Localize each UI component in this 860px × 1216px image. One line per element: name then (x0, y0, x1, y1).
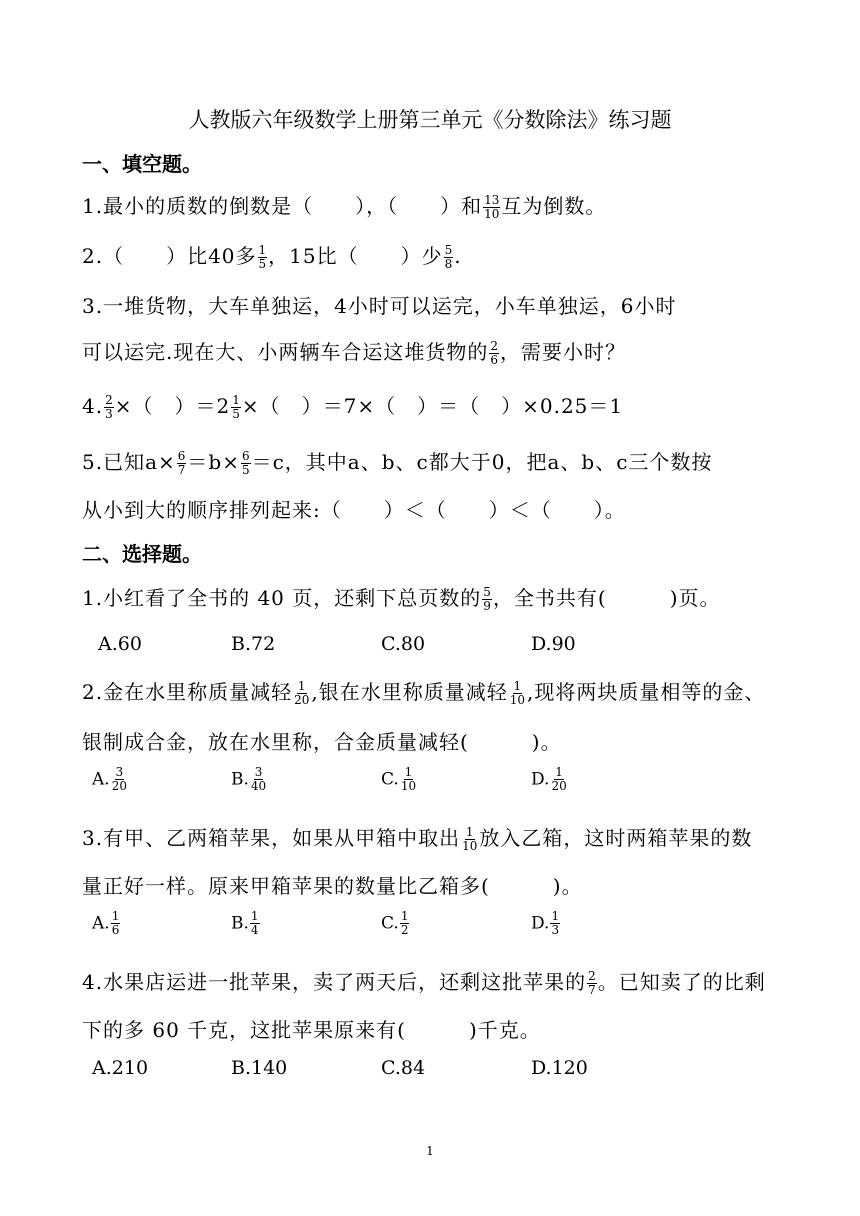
option-c[interactable]: C. $\frac{1}{2}$ (381, 909, 409, 937)
fill-question-4: 4. $\frac{2}{3}$ ×（ ）＝2 $\frac{1}{5}$ ×（ ）＝7×（ ）＝（ ）×0.25＝1 (82, 393, 624, 421)
section-fill-in-heading: 一、填空题。 (82, 152, 202, 176)
option-a[interactable]: A.60 (98, 633, 142, 655)
option-d[interactable]: D. $\frac{1}{3}$ (531, 909, 560, 937)
fraction: $\frac{2}{6}$ (490, 339, 498, 367)
option-c[interactable]: C.80 (381, 633, 426, 655)
page-number: 1 (426, 1144, 434, 1158)
option-c[interactable]: C. $\frac{1}{10}$ (381, 765, 417, 793)
fraction: $\frac{1}{10}$ (462, 825, 478, 853)
fill-question-1: 1.最小的质数的倒数是（ ），（ ）和 $\frac{13}{10}$ 互为倒数。 (82, 193, 607, 221)
fraction: $\frac{2}{3}$ (105, 393, 113, 421)
option-b[interactable]: B. $\frac{3}{40}$ (231, 765, 267, 793)
choice-question-2-line-1: 2.金在水里称质量减轻 $\frac{1}{20}$ ,银在水里称质量减轻 $\frac{1}{10}$ ,现将两块质量相等的金、 (82, 679, 766, 707)
choice-question-3-line-1: 3.有甲、乙两箱苹果，如果从甲箱中取出 $\frac{1}{10}$ 放入乙箱，这时两箱苹果的数 (82, 825, 753, 853)
option-b[interactable]: B. $\frac{1}{4}$ (231, 909, 259, 937)
option-d[interactable]: D. $\frac{1}{20}$ (531, 765, 567, 793)
fraction: $\frac{1}{5}$ (232, 393, 240, 421)
choice-question-3-line-2: 量正好一样。原来甲箱苹果的数量比乙箱多( )。 (82, 874, 583, 898)
fraction: $\frac{6}{5}$ (241, 449, 250, 477)
document-title: 人教版六年级数学上册第三单元《分数除法》练习题 (188, 108, 672, 132)
fraction: $\frac{1}{10}$ (509, 679, 526, 707)
section-choice-heading: 二、选择题。 (82, 542, 202, 566)
option-a[interactable]: A.210 (92, 1057, 149, 1079)
option-b[interactable]: B.140 (231, 1057, 288, 1079)
option-b[interactable]: B.72 (231, 633, 276, 655)
choice-question-2-line-2: 银制成合金，放在水里称，合金质量减轻( )。 (82, 730, 562, 754)
fraction: $\frac{1}{20}$ (294, 679, 310, 707)
option-c[interactable]: C.84 (381, 1057, 426, 1079)
fill-question-5-line-1: 5.已知a× $\frac{6}{7}$ ＝b× $\frac{6}{5}$ ＝c，其中a、b、c都大于0，把a、b、c三个数按 (82, 449, 713, 477)
choice-question-4-line-1: 4.水果店运进一批苹果，卖了两天后，还剩这批苹果的 $\frac{2}{7}$ 。已知卖了的比剩 (82, 969, 766, 997)
fill-question-3-line-2: 可以运完.现在大、小两辆车合运这堆货物的 $\frac{2}{6}$ ，需要小时？ (82, 339, 626, 367)
fraction: $\frac{1}{5}$ (258, 243, 267, 271)
fill-question-3-line-1: 3.一堆货物，大车单独运，4小时可以运完，小车单独运，6小时 (82, 294, 677, 318)
choice-question-1: 1.小红看了全书的 40 页，还剩下总页数的 $\frac{5}{9}$ ，全书共有( )页。 (82, 585, 721, 613)
fraction: $\frac{6}{7}$ (177, 449, 186, 477)
option-d[interactable]: D.120 (531, 1057, 588, 1079)
fraction: $\frac{13}{10}$ (484, 193, 500, 221)
fraction: $\frac{5}{9}$ (483, 585, 491, 613)
fraction: $\frac{2}{7}$ (588, 969, 596, 997)
fill-question-2: 2.（ ）比40多 $\frac{1}{5}$ ，15比（ ）少 $\frac{5}{8}$ . (82, 243, 462, 271)
fraction: $\frac{5}{8}$ (444, 243, 453, 271)
fill-question-5-line-2: 从小到大的顺序排列起来:（ ）＜（ ）＜（ ）。 (82, 498, 626, 522)
option-a[interactable]: A. $\frac{3}{20}$ (92, 765, 127, 793)
option-a[interactable]: A. $\frac{1}{6}$ (92, 909, 120, 937)
choice-question-4-line-2: 下的多 60 千克，这批苹果原来有( )千克。 (82, 1018, 541, 1042)
option-d[interactable]: D.90 (531, 633, 576, 655)
